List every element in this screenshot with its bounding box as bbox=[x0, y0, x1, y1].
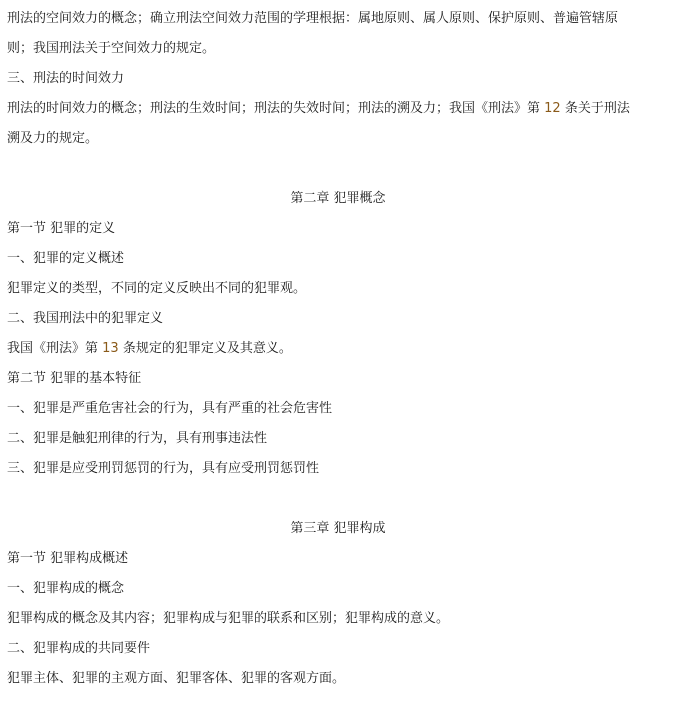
section-title: 第一节 犯罪的定义 bbox=[7, 221, 116, 236]
feature-item: 二、犯罪是触犯刑律的行为，具有刑事违法性 bbox=[7, 431, 268, 446]
feature-item: 三、犯罪是应受刑罚惩罚的行为，具有应受刑罚惩罚性 bbox=[7, 461, 320, 476]
text-span: 我国《刑法》第 bbox=[7, 341, 103, 356]
item-heading: 二、我国刑法中的犯罪定义 bbox=[7, 311, 164, 326]
text-line bbox=[7, 334, 669, 364]
article-number: 12 bbox=[544, 101, 561, 116]
text-line: 刑法的空间效力的概念；确立刑法空间效力范围的学理根据：属地原则、属人原则、保护原则、普遍管辖原 bbox=[7, 11, 619, 26]
feature-item: 一、犯罪是严重危害社会的行为，具有严重的社会危害性 bbox=[7, 401, 333, 416]
text-line: 犯罪主体、犯罪的主观方面、犯罪客体、犯罪的客观方面。 bbox=[7, 671, 346, 686]
section-title: 第一节 犯罪构成概述 bbox=[7, 551, 129, 566]
text-line: 犯罪构成的概念及其内容；犯罪构成与犯罪的联系和区别；犯罪构成的意义。 bbox=[7, 611, 450, 626]
text-line: 则；我国刑法关于空间效力的规定。 bbox=[7, 41, 216, 56]
chapter-title: 第三章 犯罪构成 bbox=[290, 521, 386, 536]
spacer bbox=[7, 154, 669, 184]
item-heading: 一、犯罪的定义概述 bbox=[7, 251, 125, 266]
text-span: 条规定的犯罪定义及其意义。 bbox=[118, 341, 292, 356]
text-line bbox=[7, 94, 669, 124]
text-line: 溯及力的规定。 bbox=[7, 131, 99, 146]
chapter-title: 第二章 犯罪概念 bbox=[290, 191, 386, 206]
item-heading: 一、犯罪构成的概念 bbox=[7, 581, 125, 596]
text-span: 刑法的时间效力的概念；刑法的生效时间；刑法的失效时间；刑法的溯及力；我国《刑法》第 bbox=[7, 101, 545, 116]
document-body bbox=[7, 4, 669, 694]
article-number: 13 bbox=[102, 341, 119, 356]
section-title: 第二节 犯罪的基本特征 bbox=[7, 371, 142, 386]
spacer bbox=[7, 484, 669, 514]
section-heading: 三、刑法的时间效力 bbox=[7, 71, 125, 86]
text-span: 条关于刑法 bbox=[560, 101, 630, 116]
item-heading: 二、犯罪构成的共同要件 bbox=[7, 641, 151, 656]
text-line: 犯罪定义的类型，不同的定义反映出不同的犯罪观。 bbox=[7, 281, 307, 296]
